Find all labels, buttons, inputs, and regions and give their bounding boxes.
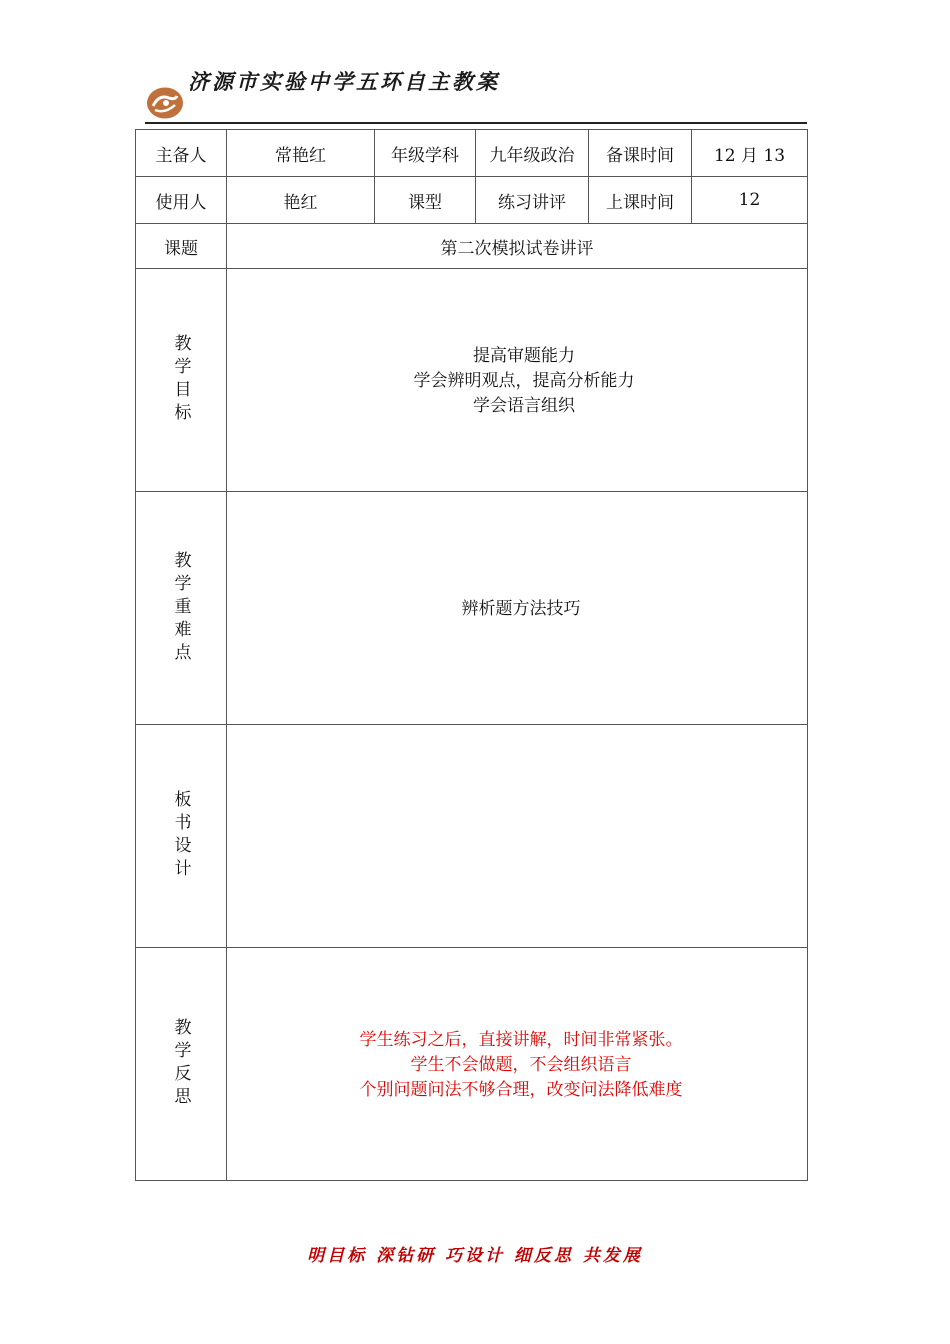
row-topic [136,224,808,269]
prep-time-label: 备课时间 [589,130,692,177]
topic-label: 课题 [136,224,227,269]
grade-subject-label: 年级学科 [375,130,476,177]
preparer-label: 主备人 [136,130,227,177]
reflection-line: 个别问题问法不够合理，改变问法降低难度 [359,1079,683,1100]
class-time-value: 12 [692,177,808,224]
goal-line: 提高审题能力 [473,345,575,366]
school-logo-icon [145,86,185,120]
row-board-design [136,725,808,948]
lesson-plan-table [135,129,808,1181]
reflection-label: 教学反思 [170,1018,191,1110]
school-title: 济源市实验中学五环自主教案 [188,69,500,94]
board-label-cell [136,725,227,948]
goals-content [227,269,808,492]
row-reflection [136,948,808,1181]
prep-time-value: 12 月 13 [692,130,808,177]
goals-label: 教学目标 [170,334,191,426]
row-user [136,177,808,224]
reflection-label-cell [136,948,227,1181]
key-points-label: 教学重难点 [170,550,191,666]
reflection-line: 学生不会做题，不会组织语言 [410,1054,632,1075]
user-label: 使用人 [136,177,227,224]
key-point-line: 辨析题方法技巧 [461,598,581,619]
goal-line: 学会辨明观点，提高分析能力 [413,370,635,391]
reflection-line: 学生练习之后，直接讲解，时间非常紧张。 [359,1029,683,1050]
row-key-points [136,492,808,725]
topic-value: 第二次模拟试卷讲评 [227,224,808,269]
board-content [227,725,808,948]
lesson-type-label: 课型 [375,177,476,224]
preparer-value: 常艳红 [227,130,375,177]
header-rule [145,122,807,124]
goals-label-cell [136,269,227,492]
row-goals [136,269,808,492]
user-value: 艳红 [227,177,375,224]
lesson-type-value: 练习讲评 [476,177,589,224]
board-label: 板书设计 [170,790,191,882]
grade-subject-value: 九年级政治 [476,130,589,177]
goal-line: 学会语言组织 [473,395,575,416]
reflection-content [227,948,808,1181]
key-points-label-cell [136,492,227,725]
class-time-label: 上课时间 [589,177,692,224]
footer-motto: 明目标 深钻研 巧设计 细反思 共发展 [307,1246,643,1266]
key-points-content [227,492,808,725]
row-preparer [136,130,808,177]
